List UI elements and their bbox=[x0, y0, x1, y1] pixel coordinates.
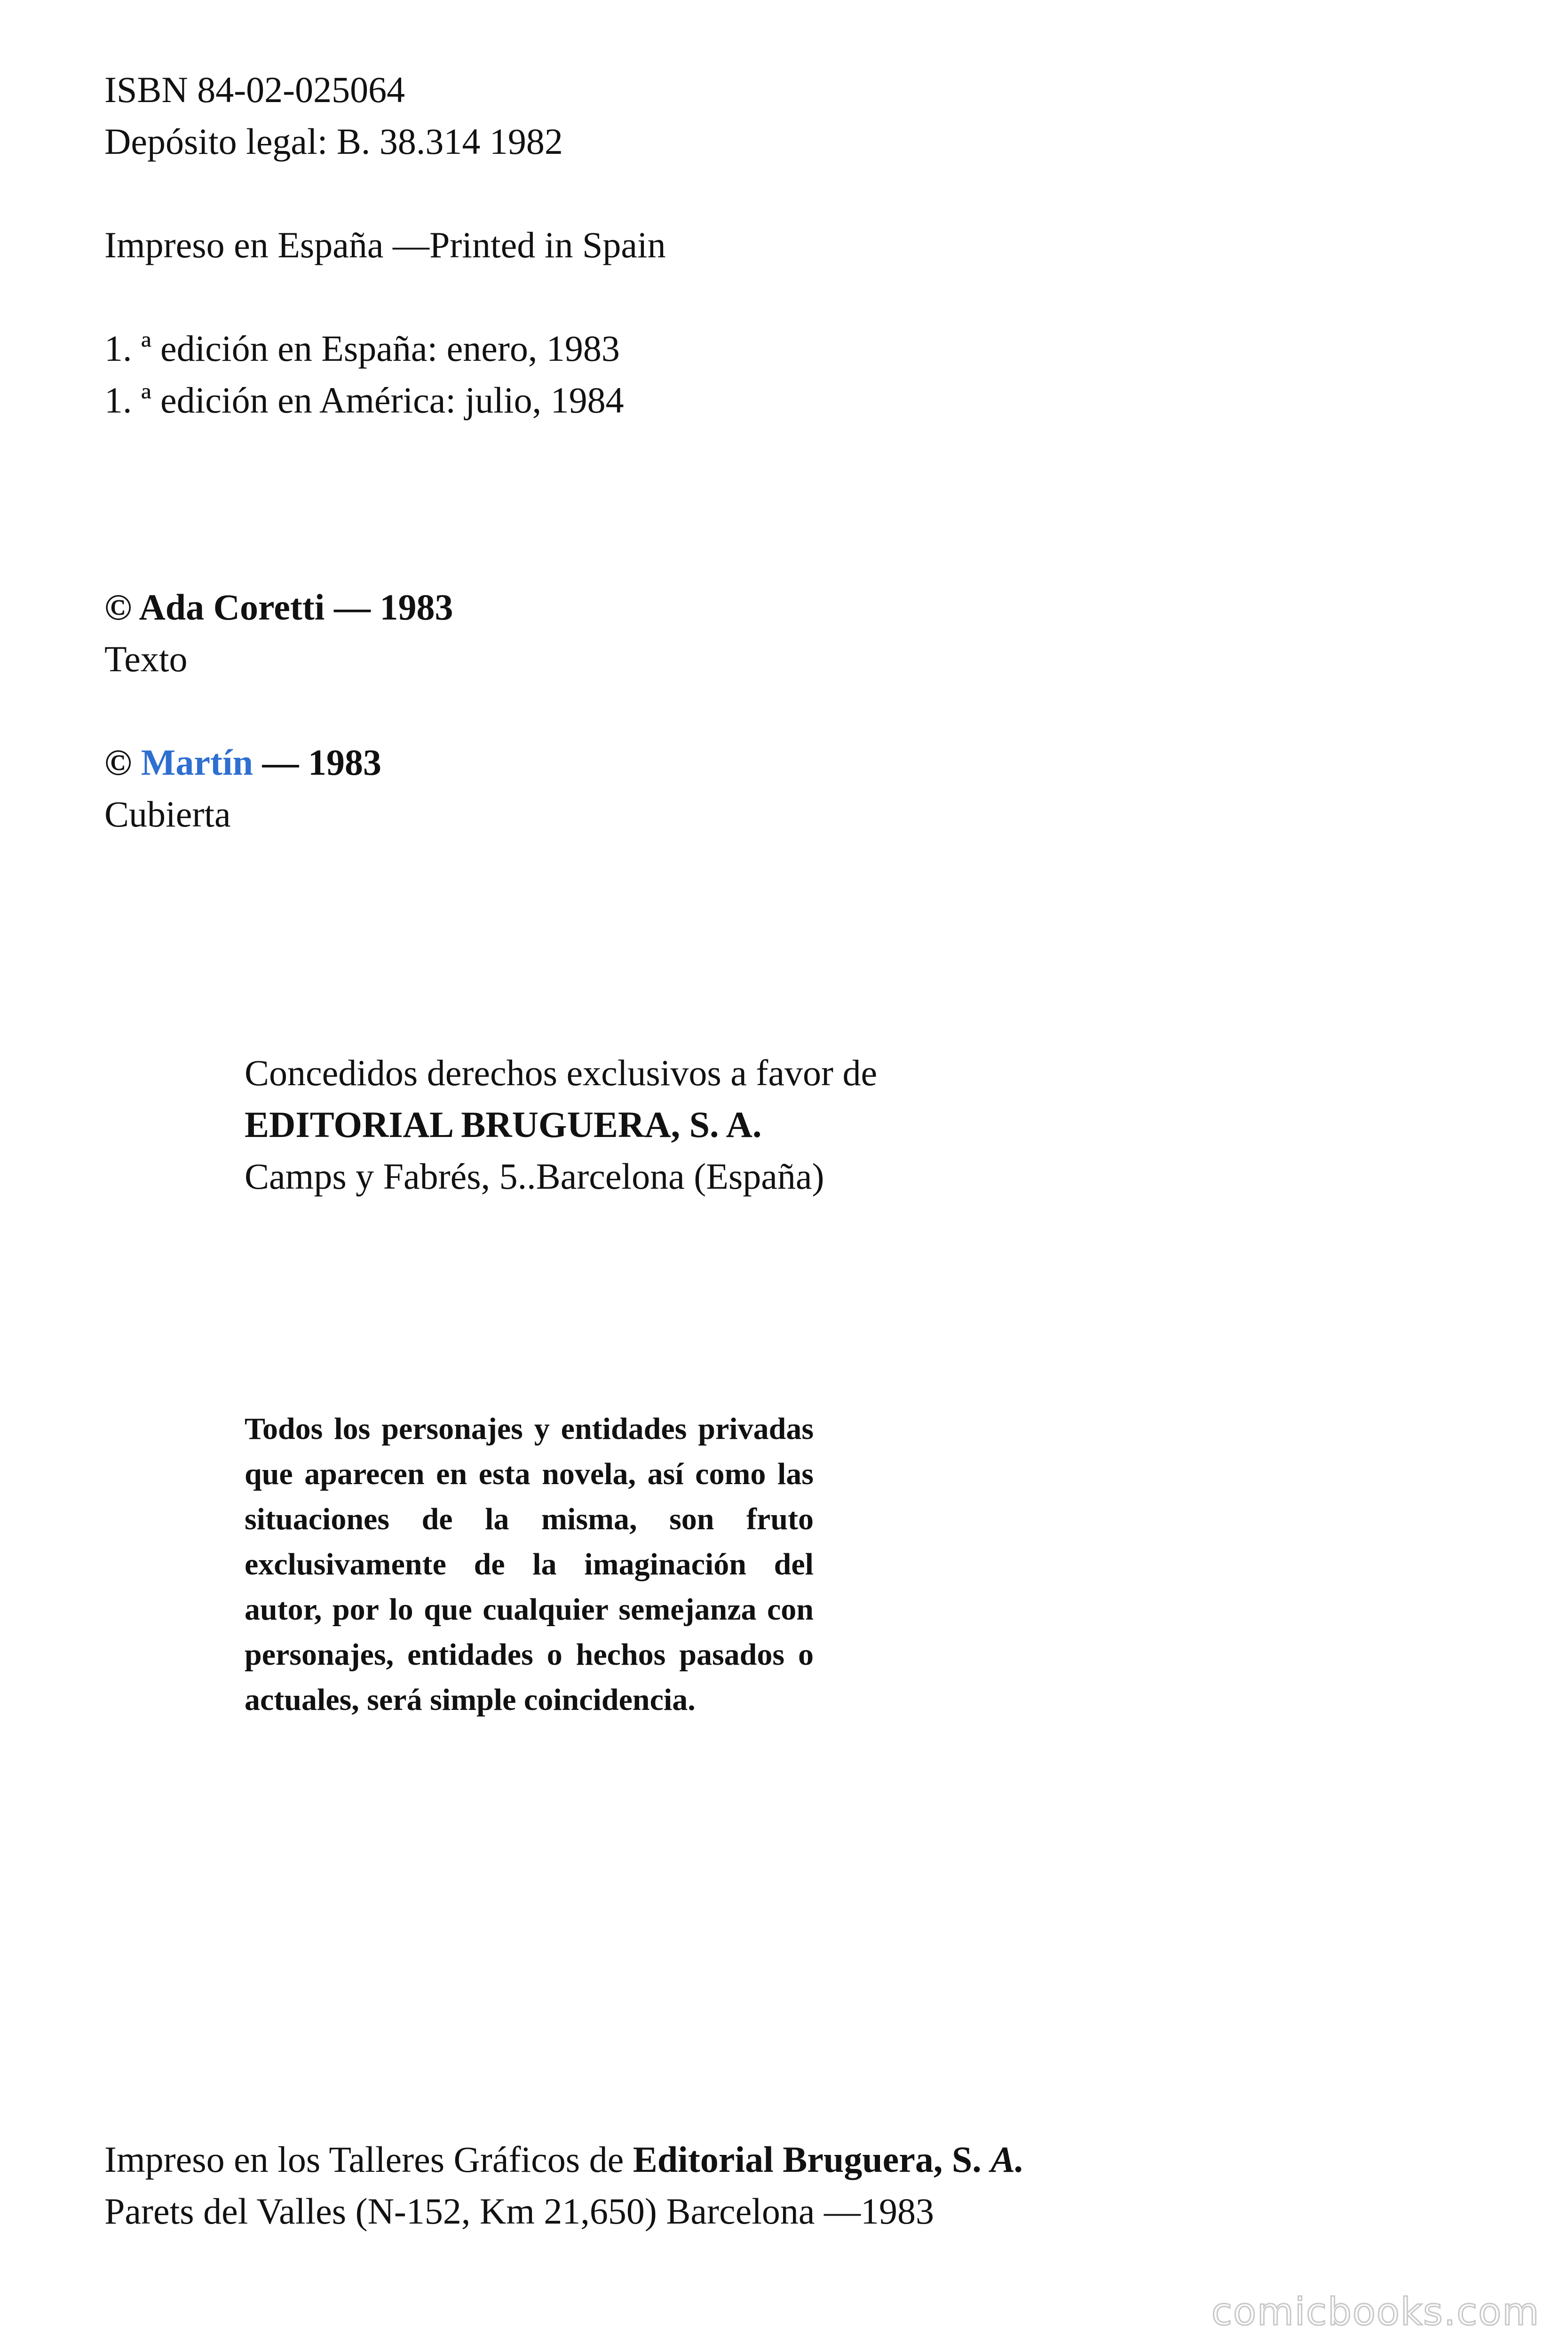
edition-america: 1. ª edición en América: julio, 1984 bbox=[104, 380, 624, 421]
copyright-cover-year: — 1983 bbox=[253, 742, 382, 783]
cover-artist-link[interactable]: Martín bbox=[141, 742, 253, 783]
printer-address: Parets del Valles (N-152, Km 21,650) Barcelona —1983 bbox=[104, 2191, 934, 2232]
copyright-text: © Ada Coretti — 1983 bbox=[104, 587, 453, 628]
printer-line bbox=[104, 2141, 1024, 2178]
copyright-cover-role: Cubierta bbox=[104, 794, 231, 834]
copyright-symbol: © bbox=[104, 742, 141, 783]
copyright-cover bbox=[104, 744, 381, 781]
copyright-text-role: Texto bbox=[104, 638, 188, 679]
rights-line: Concedidos derechos exclusivos a favor de bbox=[245, 1052, 878, 1093]
rights-address: Camps y Fabrés, 5..Barcelona (España) bbox=[245, 1156, 824, 1197]
deposito-legal: Depósito legal: B. 38.314 1982 bbox=[104, 121, 563, 162]
printer-name: Editorial Bruguera, S. bbox=[633, 2139, 991, 2180]
printed-in: Impreso en España —Printed in Spain bbox=[104, 224, 666, 265]
isbn: ISBN 84-02-025064 bbox=[104, 69, 405, 110]
disclaimer-paragraph: Todos los personajes y entidades privadas que aparecen en esta novela, así como las situaciones de la misma, son fruto exclusivamente de la imaginación del autor, por lo que cualquier semejanza con personajes, entidades o hechos pasados o actuales, será simple coincidencia. bbox=[245, 1412, 814, 1717]
printer-suffix: A. bbox=[990, 2139, 1024, 2180]
printer-prefix: Impreso en los Talleres Gráficos de bbox=[104, 2139, 633, 2180]
rights-publisher: EDITORIAL BRUGUERA, S. A. bbox=[245, 1104, 762, 1145]
watermark: comicbooks.com bbox=[1211, 2290, 1540, 2334]
edition-spain: 1. ª edición en España: enero, 1983 bbox=[104, 328, 620, 369]
